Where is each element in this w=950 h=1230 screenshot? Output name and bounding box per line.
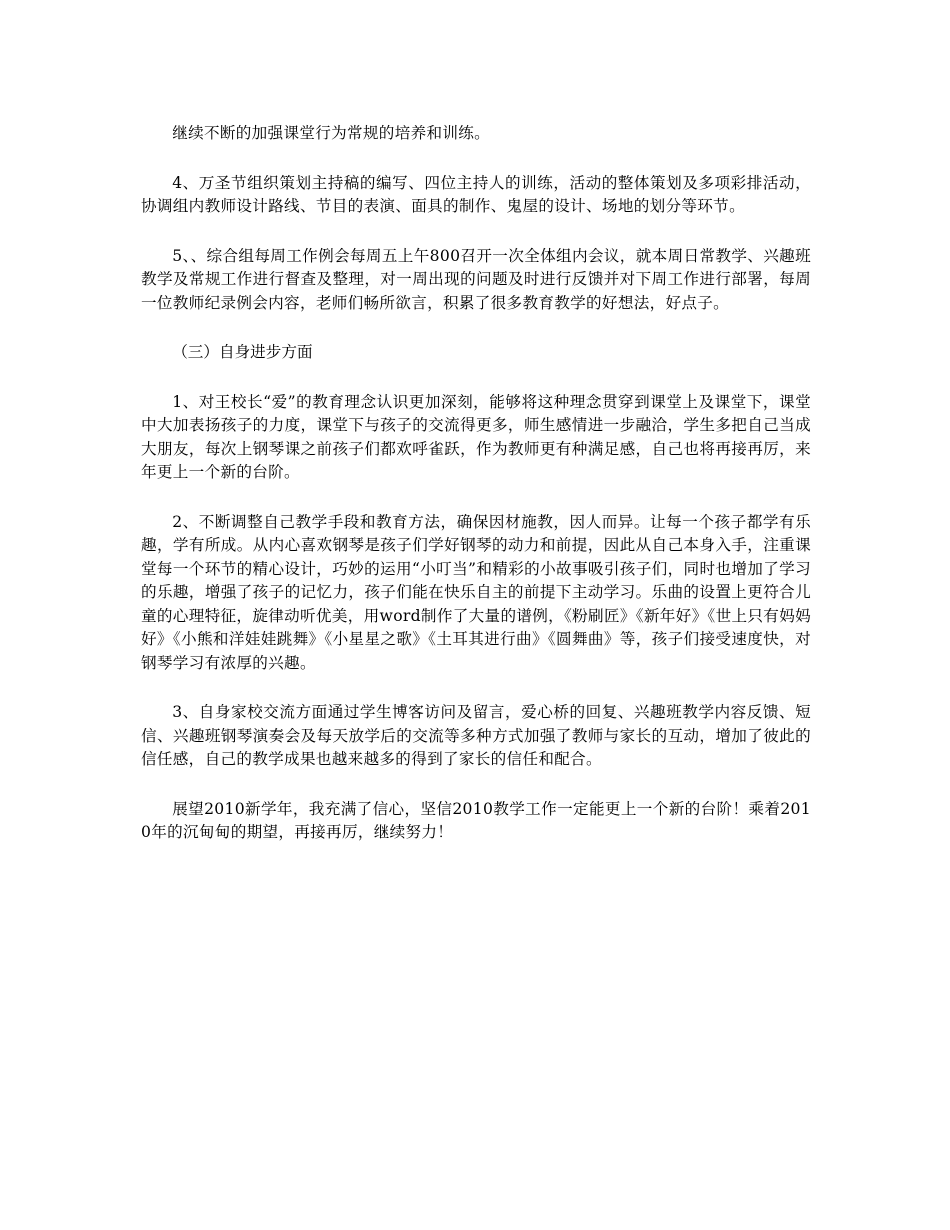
paragraph-item-5: 5、、综合组每周工作例会每周五上午800召开一次全体组内会议，就本周日常教学、兴趣班教学及常规工作进行督查及整理，对一周出现的问题及时进行反馈并对下周工作进行部署，每周一位教师纪录例会内容，老师们畅所欲言，积累了很多教育教学的好想法，好点子。 xyxy=(141,246,811,312)
paragraph-progress-3: 3、自身家校交流方面通过学生博客访问及留言，爱心桥的回复、兴趣班教学内容反馈、短信、兴趣班钢琴演奏会及每天放学后的交流等多种方式加强了教师与家长的互动，增加了彼此的信任感，自己的教学成果也越来越多的得到了家长的信任和配合。 xyxy=(141,703,811,768)
document-page xyxy=(141,122,811,871)
paragraph-continuation: 继续不断的加强课堂行为常规的培养和训练。 xyxy=(172,124,491,142)
paragraph-outlook: 展望2010新学年，我充满了信心，坚信2010教学工作一定能更上一个新的台阶！乘着2010年的沉甸甸的期望，再接再厉，继续努力！ xyxy=(141,799,811,841)
paragraph-progress-2: 2、不断调整自己教学手段和教育方法，确保因材施教，因人而异。让每一个孩子都学有乐趣，学有所成。从内心喜欢钢琴是孩子们学好钢琴的动力和前提，因此从自己本身入手，注重课堂每一个环节的精心设计，巧妙的运用“小叮当”和精彩的小故事吸引孩子们，同时也增加了学习的乐趣，增强了孩子的记忆力，孩子们能在快乐自主的前提下主动学习。乐曲的设置上更符合儿童的心理特征，旋律动听优美，用word制作了大量的谱例，《粉刷匠》《新年好》《世上只有妈妈好》《小熊和洋娃娃跳舞》《小星星之歌》《土耳其进行曲》《圆舞曲》等，孩子们接受速度快，对钢琴学习有浓厚的兴趣。 xyxy=(141,512,811,672)
paragraph-progress-1: 1、对王校长“爱”的教育理念认识更加深刻，能够将这种理念贯穿到课堂上及课堂下，课堂中大加表扬孩子的力度，课堂下与孩子的交流得更多，师生感情进一步融洽，学生多把自己当成大朋友，每次上钢琴课之前孩子们都欢呼雀跃，作为教师更有种满足感，自己也将再接再厉，来年更上一个新的台阶。 xyxy=(141,392,811,481)
paragraph-item-4: 4、万圣节组织策划主持稿的编写、四位主持人的训练，活动的整体策划及多项彩排活动，协调组内教师设计路线、节目的表演、面具的制作、鬼屋的设计、场地的划分等环节。 xyxy=(141,173,811,215)
section-heading: （三）自身进步方面 xyxy=(172,343,313,361)
